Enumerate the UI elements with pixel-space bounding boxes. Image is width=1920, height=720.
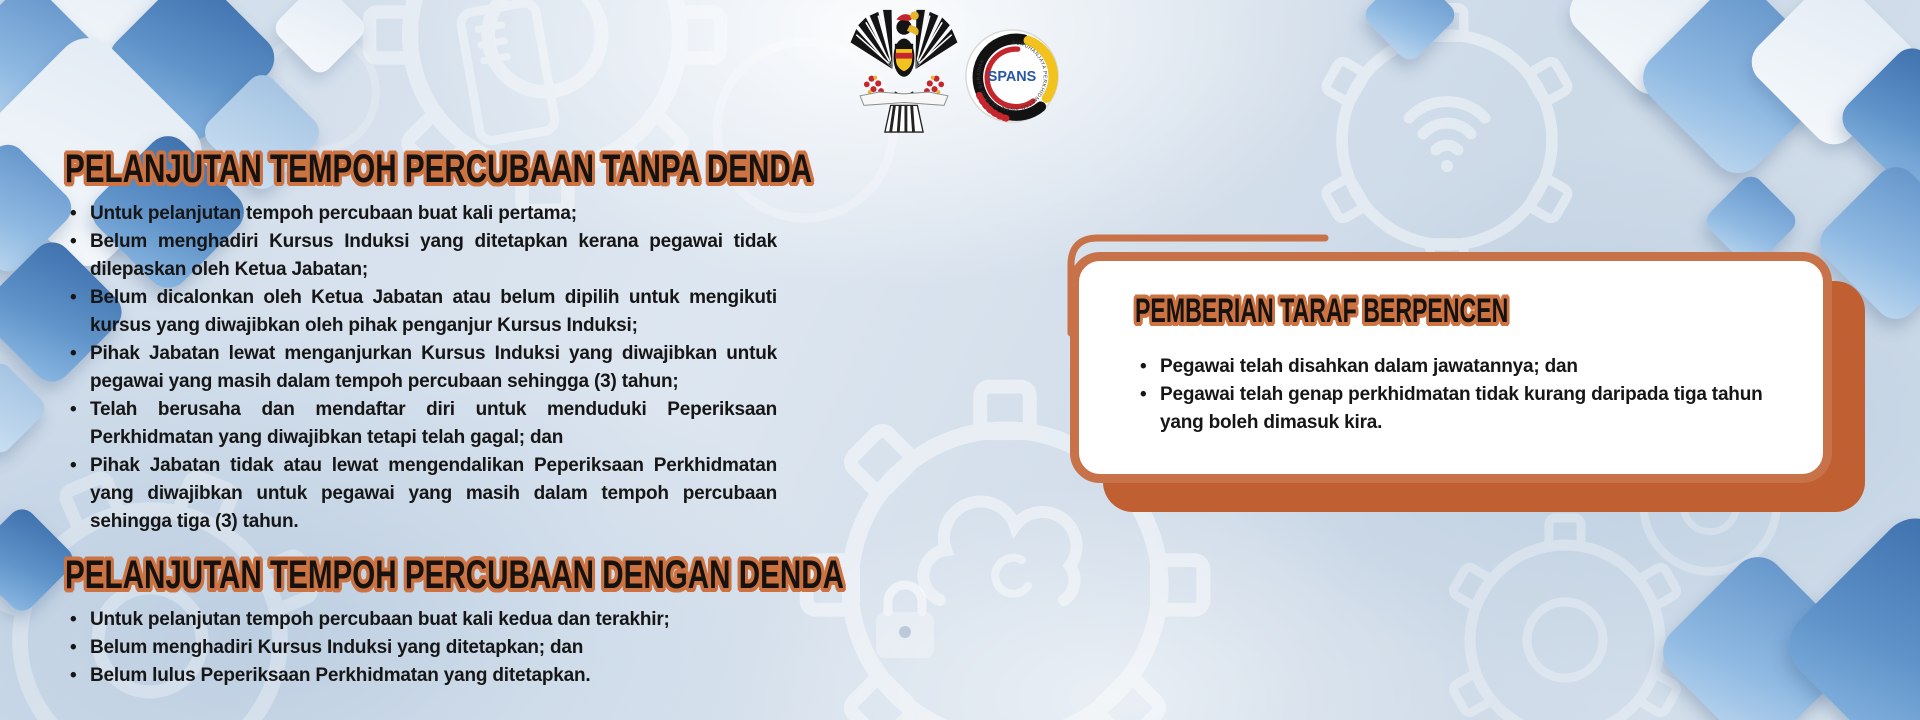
list-item: [1135, 381, 1785, 437]
bullet-dot: •: [70, 637, 77, 658]
card-list: [1135, 353, 1785, 437]
crest-tail: [885, 105, 923, 132]
list-item: [65, 284, 777, 340]
list-item: [65, 228, 777, 284]
list-dengan-denda: [65, 606, 777, 690]
sarawak-crest-logo: [846, 8, 962, 134]
list-item-text: Untuk pelanjutan tempoh percubaan buat kali kedua dan terakhir;: [90, 609, 670, 630]
crest-ribbon: [860, 92, 948, 105]
list-item-text: Pihak Jabatan lewat menganjurkan Kursus Induksi yang diwajibkan untuk pegawai yang masih dalam tempoh percubaan sehingga (3) tahun;: [90, 343, 777, 392]
bullet-dot: •: [70, 455, 77, 476]
spans-wordmark: SPANS: [987, 68, 1037, 85]
list-item: [65, 606, 777, 634]
list-item-text: Belum lulus Peperiksaan Perkhidmatan yang ditetapkan.: [90, 665, 591, 686]
list-item-text: Pihak Jabatan tidak atau lewat mengendalikan Peperiksaan Perkhidmatan yang diwajibkan untuk pegawai yang masih dalam tempoh percubaan sehingga tiga (3) tahun.: [90, 455, 777, 532]
list-item-text: Pegawai telah genap perkhidmatan tidak kurang daripada tiga tahun yang boleh dimasuk kira.: [1160, 384, 1763, 433]
bullet-dot: •: [1140, 384, 1147, 405]
left-column: [65, 146, 844, 690]
bullet-dot: •: [70, 665, 77, 686]
bullet-dot: •: [70, 343, 77, 364]
list-item: [65, 396, 777, 452]
list-item-text: Belum dicalonkan oleh Ketua Jabatan atau belum dipilih untuk mengikuti kursus yang diwajibkan oleh pihak penganjur Kursus Induksi;: [90, 287, 777, 336]
section-title-tanpa-denda: PELANJUTAN TEMPOH PERCUBAAN TANPA DENDA: [65, 147, 813, 191]
list-item: [65, 662, 777, 690]
list-item-text: Belum menghadiri Kursus Induksi yang ditetapkan; dan: [90, 637, 584, 658]
bullet-dot: •: [70, 399, 77, 420]
list-item: [65, 340, 777, 396]
list-item: [65, 200, 777, 228]
list-item-text: Telah berusaha dan mendaftar diri untuk menduduki Peperiksaan Perkhidmatan yang diwajibkan tetapi telah gagal; dan: [90, 399, 777, 448]
card-title: PEMBERIAN TARAF BERPENCEN: [1135, 292, 1509, 330]
crest-shield: [895, 44, 912, 72]
crest-garland: [864, 76, 944, 94]
bullet-dot: •: [70, 203, 77, 224]
bullet-dot: •: [1140, 356, 1147, 377]
pension-card: [1070, 252, 1832, 483]
list-item-text: Belum menghadiri Kursus Induksi yang ditetapkan kerana pegawai tidak dilepaskan oleh Ketua Jabatan;: [90, 231, 777, 280]
diamond-decoration: [271, 0, 370, 77]
spans-ring-text: SURUHANJAYA PERKHIDMATAN AWAM NEGERI SARAWAK: [976, 40, 1048, 112]
list-item: [65, 634, 777, 662]
diamond-decoration: [1361, 0, 1460, 64]
bullet-dot: •: [70, 287, 77, 308]
list-item-text: Untuk pelanjutan tempoh percubaan buat kali pertama;: [90, 203, 577, 224]
section-title-dengan-denda: PELANJUTAN TEMPOH PERCUBAAN DENGAN DENDA: [65, 553, 844, 597]
list-item: [65, 452, 777, 536]
list-tanpa-denda: [65, 200, 777, 536]
list-item: [1135, 353, 1785, 381]
bullet-dot: •: [70, 609, 77, 630]
bullet-dot: •: [70, 231, 77, 252]
spans-logo: [964, 28, 1060, 124]
list-item-text: Pegawai telah disahkan dalam jawatannya; dan: [1160, 356, 1578, 377]
